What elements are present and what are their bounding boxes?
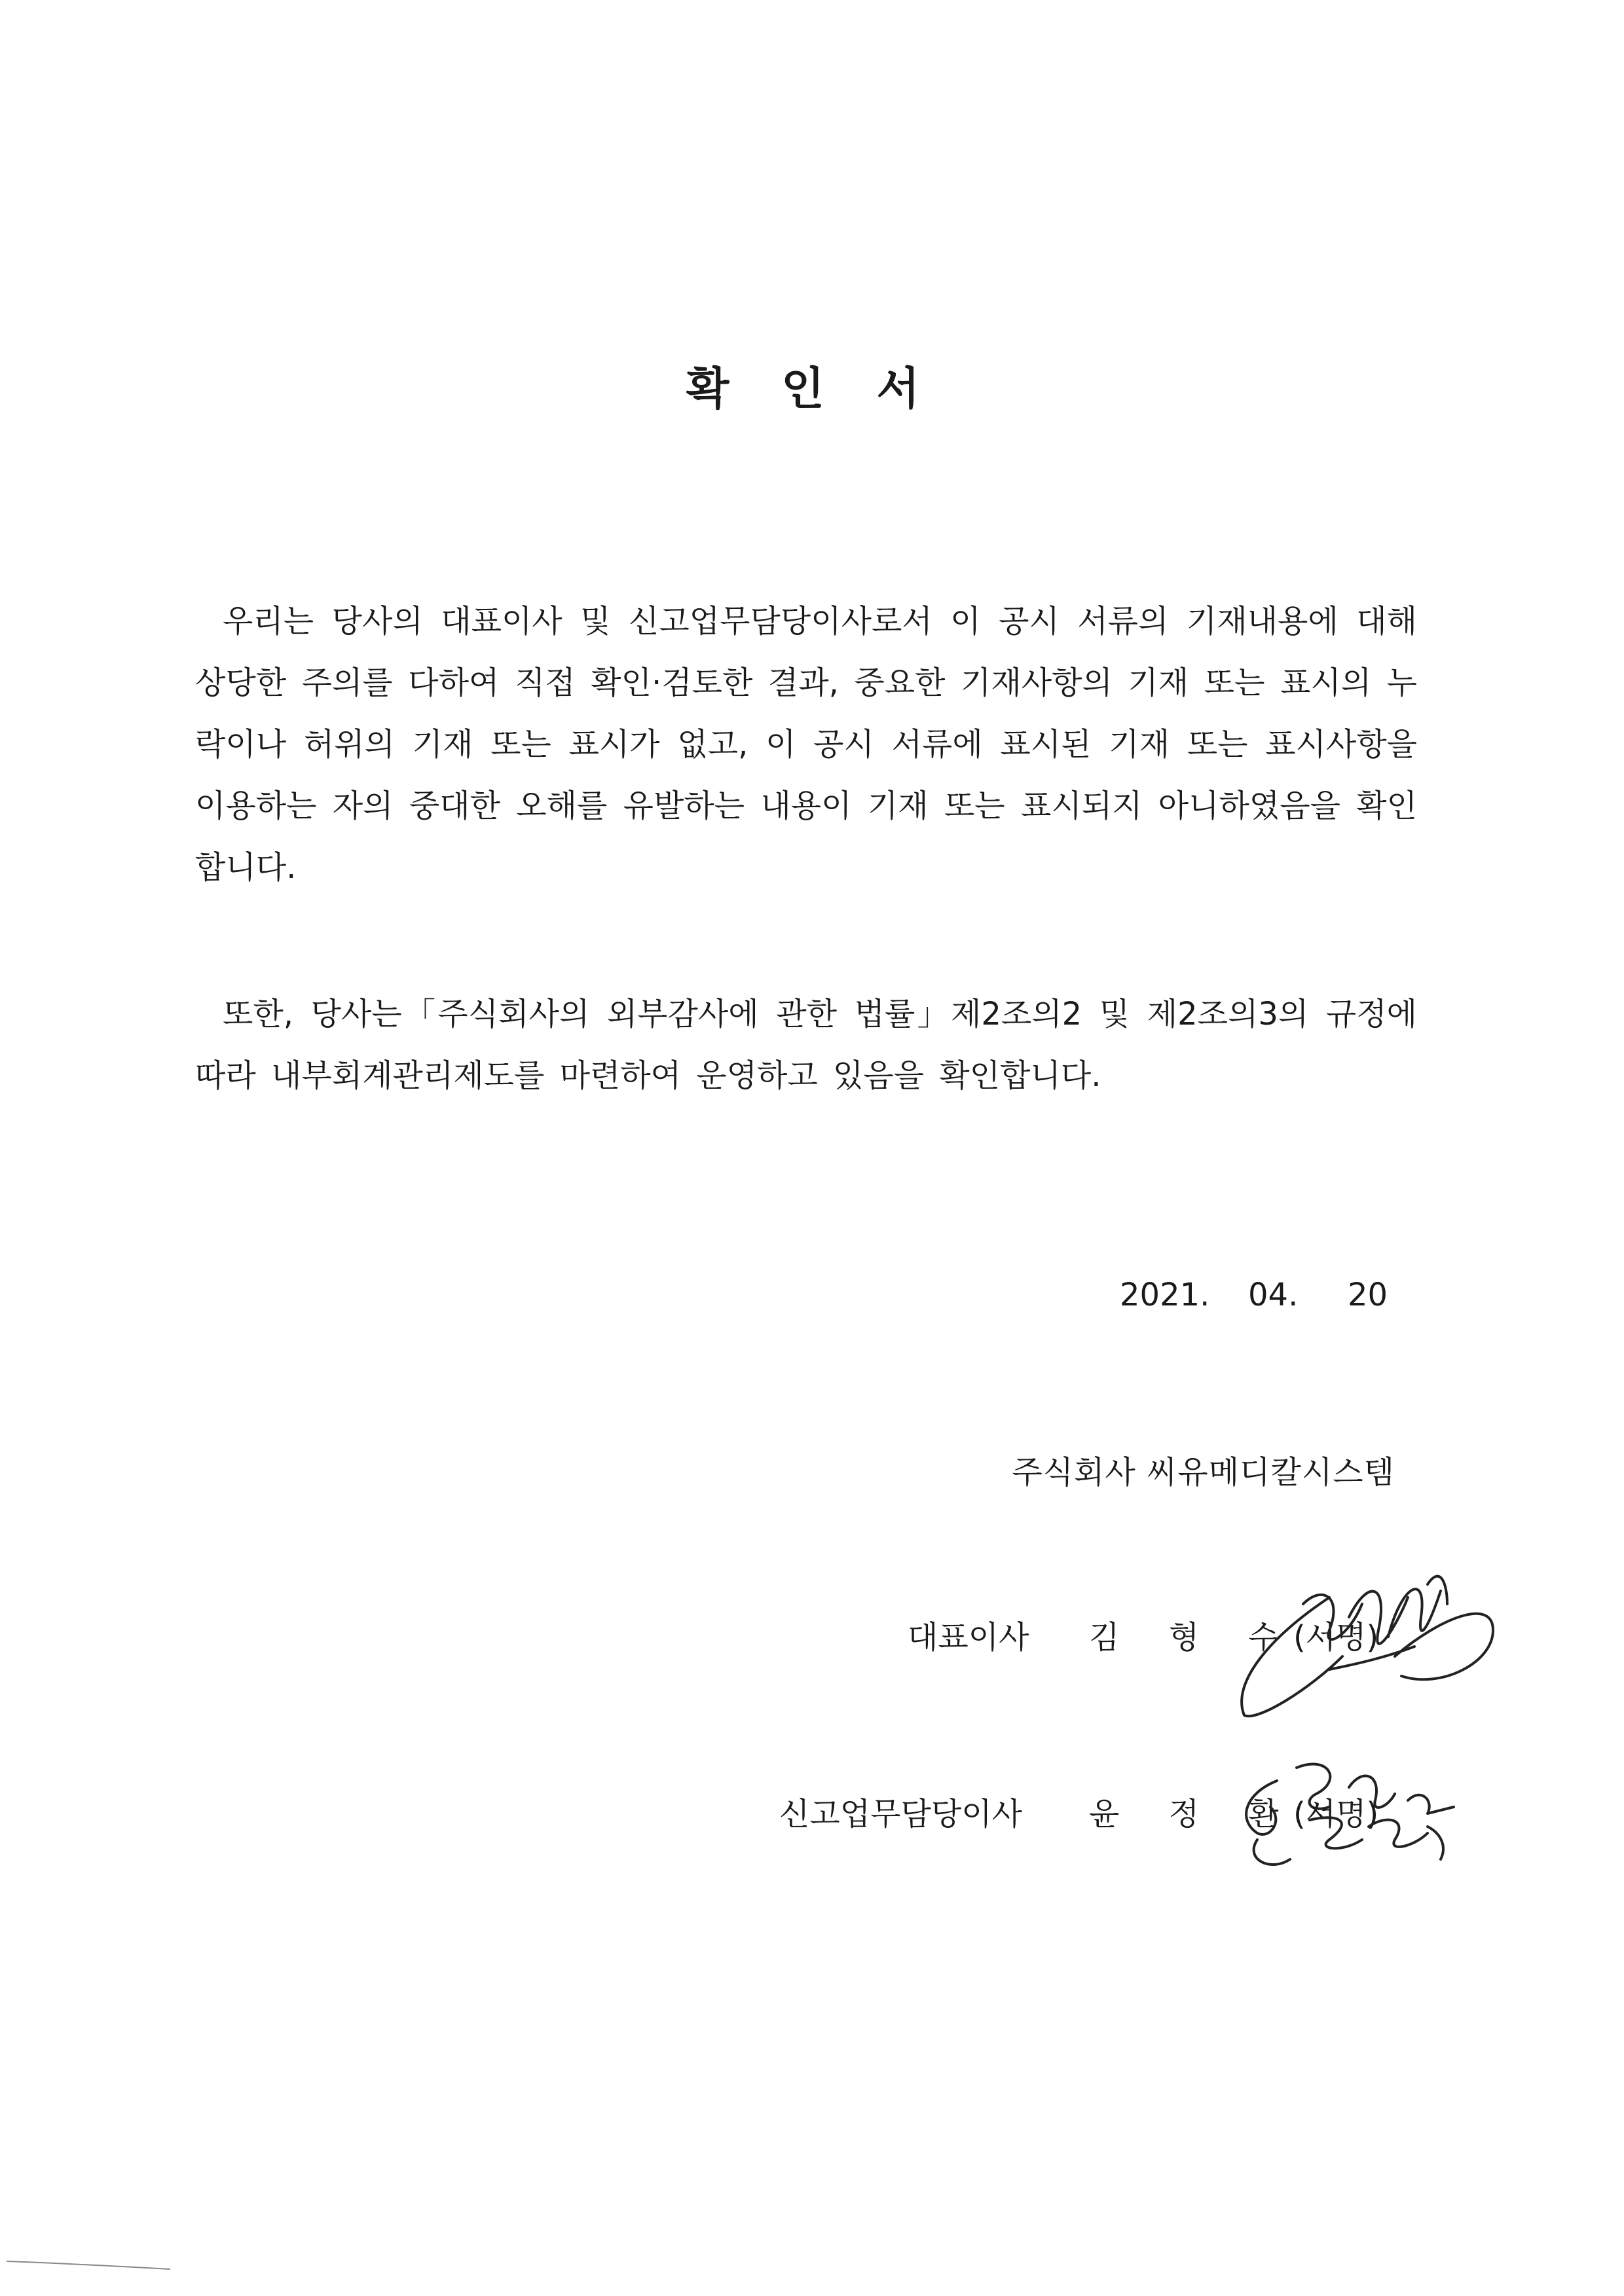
signatory-name: 김 형 수 (1089, 1619, 1299, 1656)
signature-mark-label: (서명) (1293, 1619, 1379, 1656)
date-day: 20 (1348, 1277, 1388, 1313)
signatory-role: 신고업무담당이사 (779, 1796, 1022, 1832)
signature-reporting-director-icon (1231, 1741, 1467, 1886)
company-name: 주식회사 씨유메디칼시스템 (1012, 1454, 1395, 1491)
signatory-role: 대표이사 (908, 1619, 1029, 1656)
confirmation-text: 우리는 당사의 대표이사 및 신고업무담당이사로서 이 공시 서류의 기재내용에 대해 상당한 주의를 다하여 직접 확인·검토한 결과, 중요한 기재사항의 기재 또는 표시의 누락이나 허위의 기재 또는 표시가 없고, 이 공시 서류에 표시된 기재 또는 표시사항을 이용하는 자의 중대한 오해를 유발하는 내용이 기재 또는 표시되지 아니하였음을 확인합니다. (195, 603, 1417, 886)
date-month: 04. (1248, 1277, 1299, 1313)
document-title: 확 인 서 (686, 363, 938, 415)
internal-control-text: 또한, 당사는「주식회사의 외부감사에 관한 법률」제2조의2 및 제2조의3의 규정에 따라 내부회계관리제도를 마련하여 운영하고 있음을 확인합니다. (195, 996, 1417, 1094)
signature-ceo-icon (1231, 1558, 1506, 1741)
date-year: 2021. (1120, 1277, 1210, 1313)
document-date (1120, 1277, 1395, 1313)
signatory-name: 윤 정 환 (1089, 1796, 1299, 1832)
scan-artifact-icon (7, 2259, 177, 2272)
confirmation-paragraph (195, 591, 1417, 898)
internal-control-paragraph (195, 983, 1417, 1106)
signature-mark-label: (서명) (1293, 1796, 1379, 1832)
